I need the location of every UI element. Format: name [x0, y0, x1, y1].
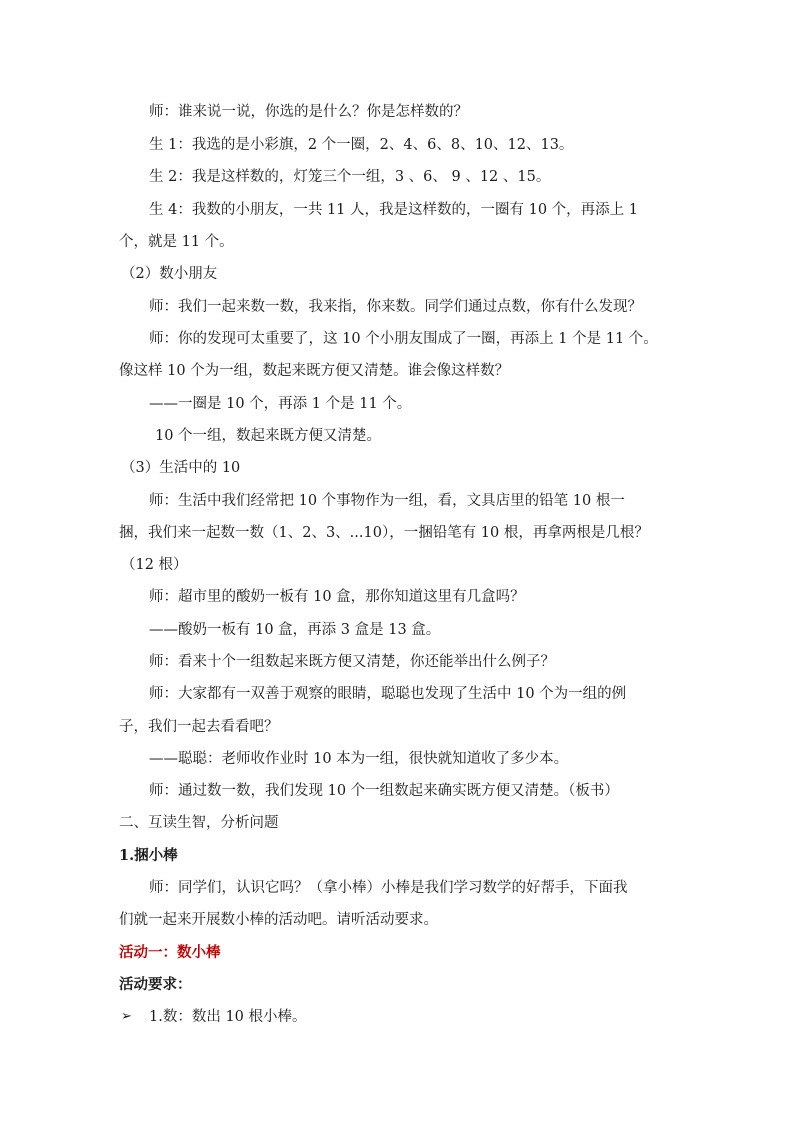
arrow-bullet-icon: ➢: [121, 1009, 132, 1024]
activity-title: 活动一：数小棒: [119, 944, 221, 961]
dialogue-line: 师：你的发现可太重要了，这 10 个小朋友围成了一圈，再添上 1 个是 11 个。: [149, 331, 658, 347]
list-item: 1.数：数出 10 根小棒。: [149, 1009, 307, 1025]
dialogue-line: 师：同学们，认识它吗？（拿小棒）小棒是我们学习数学的好帮手，下面我: [149, 880, 628, 896]
subsection-heading: 1.捆小棒: [119, 847, 178, 864]
dialogue-line-continued: 像这样 10 个为一组，数起来既方便又清楚。谁会像这样数？: [119, 363, 510, 379]
dialogue-line: ——一圈是 10 个，再添 1 个是 11 个。: [149, 396, 412, 412]
dialogue-line: 师：大家都有一双善于观察的眼睛，聪聪也发现了生活中 10 个为一组的例: [149, 686, 627, 702]
dialogue-line: 师：生活中我们经常把 10 个事物作为一组，看，文具店里的铅笔 10 根一: [149, 493, 625, 509]
section-heading: 二、互读生智，分析问题: [119, 815, 279, 831]
dialogue-line-continued: 们就一起来开展数小棒的活动吧。请听活动要求。: [119, 912, 438, 928]
dialogue-line: 师：看来十个一组数起来既方便又清楚，你还能举出什么例子？: [149, 654, 555, 670]
dialogue-line: 生 1：我选的是小彩旗，2 个一圈，2、4、6、8、10、12、13。: [149, 137, 574, 153]
dialogue-line: ——聪聪：老师收作业时 10 本为一组，很快就知道收了多少本。: [149, 751, 569, 767]
dialogue-line: 生 4：我数的小朋友，一共 11 人，我是这样数的，一圈有 10 个，再添上 1: [149, 202, 639, 218]
dialogue-line-continued: 子，我们一起去看看吧？: [119, 719, 279, 735]
dialogue-line-continued: 捆，我们来一起数一数（1、2、3、...10），一捆铅笔有 10 根，再拿两根是几根？: [119, 525, 649, 541]
dialogue-line: 师：通过数一数，我们发现 10 个一组数起来确实既方便又清楚。（板书）: [149, 783, 619, 799]
dialogue-line: 师：超市里的酸奶一板有 10 盒，那你知道这里有几盒吗？: [149, 589, 525, 605]
dialogue-line: ——酸奶一板有 10 盒，再添 3 盒是 13 盒。: [149, 622, 441, 638]
activity-requirements-label: 活动要求：: [119, 976, 192, 993]
dialogue-line: 师：谁来说一说，你选的是什么？你是怎样数的？: [149, 104, 468, 120]
dialogue-line: 10 个一组，数起来既方便又清楚。: [155, 428, 382, 444]
section-heading: （3）生活中的 10: [121, 460, 241, 476]
dialogue-line-continued: 个，就是 11 个。: [119, 234, 234, 250]
dialogue-line: 师：我们一起来数一数，我来指，你来数。同学们通过点数，你有什么发现？: [149, 299, 642, 315]
section-heading: （2）数小朋友: [121, 266, 218, 282]
dialogue-line: 生 2：我是这样数的，灯笼三个一组，3 、6、 9 、12 、15。: [149, 169, 551, 185]
dialogue-line-continued: （12 根）: [121, 557, 188, 573]
